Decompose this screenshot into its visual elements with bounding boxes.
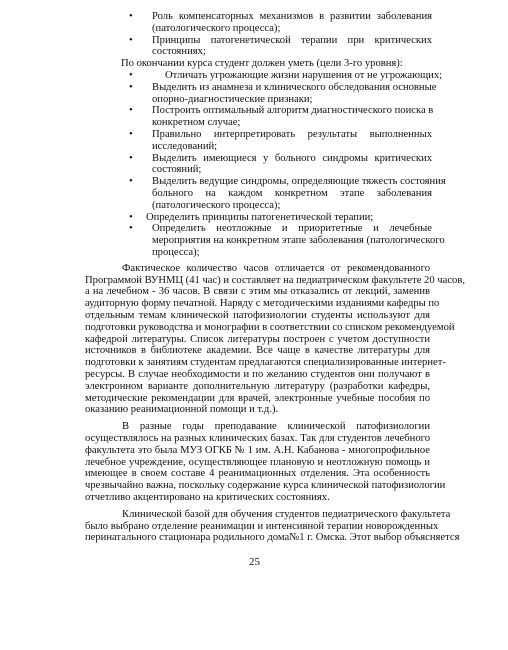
- bullet-text: Выделить из анамнеза и клинического обследования основные: [152, 81, 437, 93]
- paragraph-line: осуществлялось на разных клинических базах. Так для студентов лечебного: [85, 433, 430, 444]
- bullet-icon: •: [129, 34, 133, 46]
- bullet-text: конкретном случае;: [152, 117, 241, 129]
- bullet-text: Принципы патогенетической терапии при критических: [152, 34, 432, 46]
- paragraph-line: факультета это была МУЗ ОГКБ № 1 им. А.Н. Кабанова - многопрофильное: [85, 444, 430, 456]
- paragraph-line: Фактическое количество часов отличается от рекомендованного: [122, 262, 430, 274]
- bullet-text: процесса);: [152, 247, 200, 258]
- bullet-text: Построить оптимальный алгоритм диагностического поиска в: [152, 105, 434, 117]
- bullet-icon: •: [129, 105, 133, 117]
- paragraph-line: лечебное учреждение, осуществляющее плановую и неотложную помощь и: [85, 456, 430, 468]
- bullet-text: (патологического процесса);: [152, 22, 281, 34]
- bullet-icon: •: [129, 152, 133, 164]
- paragraph-line: подготовки руководства и монографии в соответствии со списком рекомендуемой: [85, 321, 455, 333]
- bullet-text: состояний;: [152, 164, 202, 176]
- paragraph-line: аудиторную форму печатной. Наряду с методическими изданиями кафедры по: [85, 298, 440, 310]
- bullet-text: мероприятия на конкретном этапе заболевания (патологического: [152, 235, 445, 247]
- paragraph-line: имеющее в своем составе 4 реанимационных отделения. Эта особенность: [85, 468, 430, 480]
- bullet-icon: •: [129, 223, 133, 235]
- bullet-text: Правильно интерпретировать результаты выполненных: [152, 129, 432, 140]
- bullet-icon: •: [129, 176, 133, 188]
- bullet-text: состояниях;: [152, 46, 206, 58]
- page-number: 25: [249, 556, 260, 568]
- paragraph-line: чрезвычайно важна, поскольку содержание курса клинической патофизиологии: [85, 480, 446, 492]
- bullet-text: больного на каждом конкретном этапе заболевания: [152, 188, 432, 199]
- paragraph-line: электронном варианте дополнительную литературу (разработки кафедры,: [85, 380, 430, 392]
- bullet-text: опорно-диагностические признаки;: [152, 93, 313, 105]
- bullet-text: (патологического процесса);: [152, 199, 281, 211]
- bullet-icon: •: [129, 81, 133, 93]
- bullet-text: Роль компенсаторных механизмов в развитии заболевания: [152, 11, 432, 22]
- paragraph-line: Клинической базой для обучения студентов педиатрического факультета: [122, 508, 451, 520]
- paragraph-line: перинатального стационара родильного дома№1 г. Омска. Этот выбор объясняется: [85, 532, 460, 544]
- paragraph-line: подготовки к занятиям студентам предлагаются специализированные интернет-: [85, 357, 446, 369]
- paragraph-line: было выбрано отделение реанимации и интенсивной терапии новорожденных: [85, 520, 439, 532]
- paragraph-line: источников в библиотеке академии. Все чаще в качестве литературы для: [85, 345, 430, 357]
- paragraph-line: отчетливо акцентировано на критических состояниях.: [85, 492, 330, 503]
- paragraph-line: Программой ВУНМЦ (41 час) и составляет на педиатрическом факультете 20 часов,: [85, 274, 465, 286]
- bullet-text: Отличать угрожающие жизни нарушения от не угрожающих;: [165, 70, 443, 81]
- bullet-icon: •: [129, 70, 133, 81]
- course-end-heading: По окончании курса студент должен уметь (цели 3-го уровня):: [121, 58, 403, 70]
- paragraph-line: В разные годы преподавание клинической патофизиологии: [122, 421, 430, 433]
- bullet-text: Определить принципы патогенетической терапии;: [146, 211, 374, 223]
- paragraph-line: оказанию реанимационной помощи и т.д.).: [85, 404, 279, 416]
- paragraph-line: методические рекомендации для врачей, электронные учебные пособия по: [85, 392, 430, 404]
- bullet-text: исследований;: [152, 140, 218, 152]
- bullet-icon: •: [129, 11, 133, 22]
- paragraph-line: отдельным темам клинической патофизиологии студенты используют для: [85, 310, 430, 321]
- bullet-text: Выделить имеющиеся у больного синдромы критических: [152, 152, 432, 164]
- bullet-icon: •: [129, 129, 133, 140]
- paragraph-line: кафедрой литературы. Список литературы построен с учетом доступности: [85, 333, 430, 345]
- bullet-text: Выделить ведущие синдромы, определяющие тяжесть состояния: [152, 176, 446, 188]
- paragraph-line: а на лечебном - 36 часов. В связи с этим мы отказались от лекций, заменив: [85, 286, 430, 298]
- bullet-icon: •: [129, 211, 133, 223]
- bullet-text: Определить неотложные и приоритетные и лечебные: [152, 223, 432, 235]
- paragraph-line: ресурсы. В случае необходимости и по желанию студентов они получают в: [85, 369, 430, 380]
